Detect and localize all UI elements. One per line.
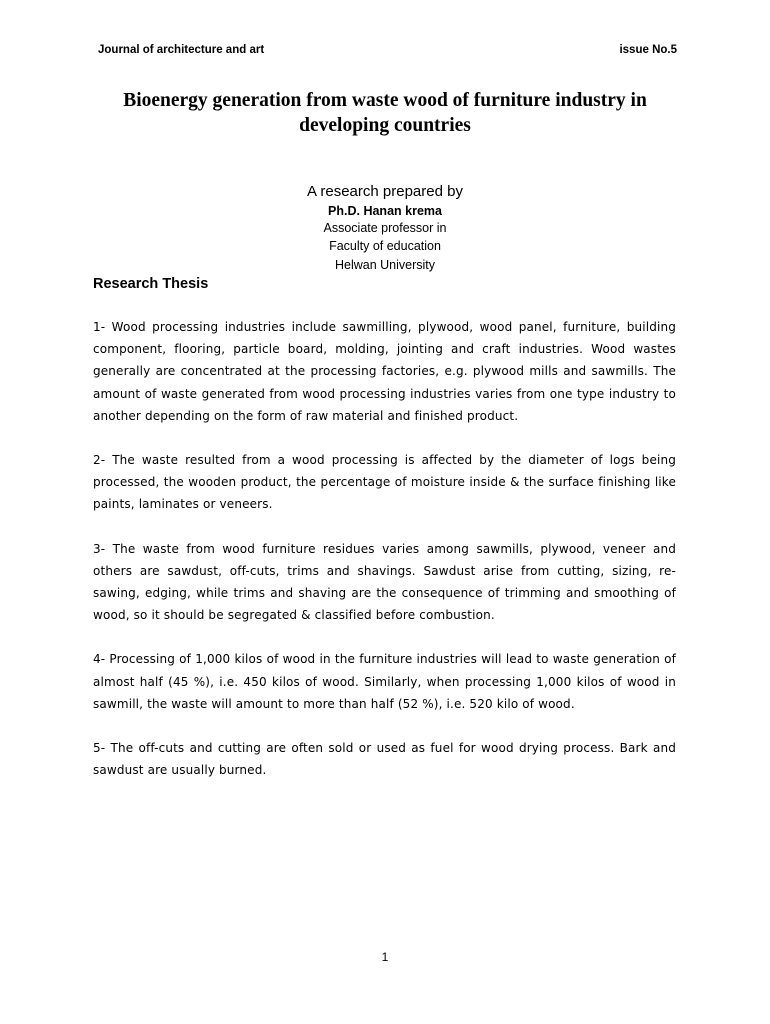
body-text [93, 316, 676, 803]
author-name: Ph.D. Hanan krema [328, 204, 442, 218]
author-university: Helwan University [334, 258, 436, 272]
author-position: Associate professor in [323, 221, 447, 235]
paragraph: 3- The waste from wood furniture residues varies among sawmills, plywood, veneer and others are sawdust, off-cuts, trims and shavings. Sawdust arise from cutting, sizing, re-sawing, edging, while trims and shaving are the consequence of trimming and smoothing of wood, so it should be segregated & classified before combustion. [93, 541, 676, 623]
paper-title: Bioenergy generation from waste wood of furniture industry in developing countries [123, 90, 647, 136]
section-heading: Research Thesis [93, 276, 209, 292]
paragraph: 4- Processing of 1,000 kilos of wood in the furniture industries will lead to waste generation of almost half (45 %), i.e. 450 kilos of wood. Similarly, when processing 1,000 kilos of wood in sawmill, the waste will amount to more than half (52 %), i.e. 520 kilo of wood. [93, 652, 676, 711]
author-faculty: Faculty of education [329, 239, 441, 253]
page-number: 1 [381, 950, 389, 964]
journal-name: Journal of architecture and art [98, 44, 265, 56]
issue-number: issue No.5 [619, 44, 677, 56]
byline: A research prepared by [307, 183, 463, 200]
paragraph: 1- Wood processing industries include sawmilling, plywood, wood panel, furniture, building component, flooring, particle board, molding, jointing and craft industries. Wood wastes generally are concentrated at the processing factories, e.g. plywood mills and sawmills. The amount of waste generated from wood processing industries varies from one type industry to another depending on the form of raw material and finished product. [93, 320, 676, 423]
paragraph: 2- The waste resulted from a wood processing is affected by the diameter of logs being processed, the wooden product, the percentage of moisture inside & the surface finishing like paints, laminates or veneers. [93, 453, 676, 512]
paragraph: 5- The off-cuts and cutting are often sold or used as fuel for wood drying process. Bark and sawdust are usually burned. [93, 741, 676, 778]
